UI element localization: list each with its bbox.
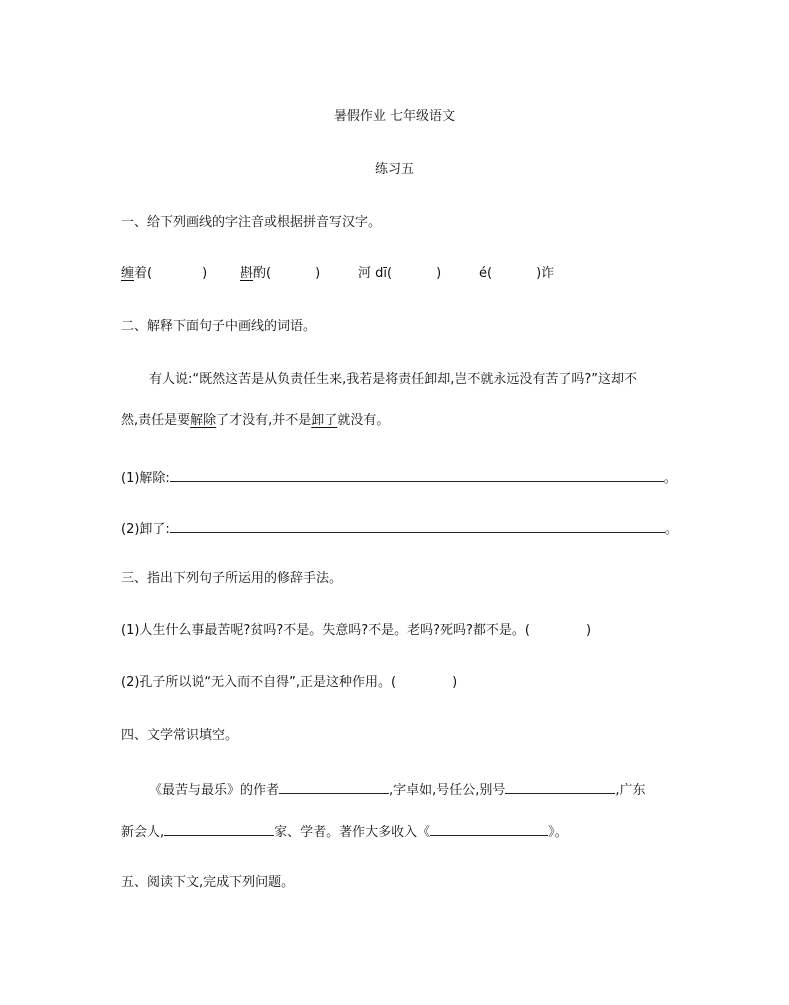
- question-2-2: (2)卸了: 。: [121, 518, 678, 539]
- answer-blank[interactable]: [430, 821, 548, 836]
- underlined-char: 斟: [240, 266, 254, 281]
- section-5-heading: 五、阅读下文,完成下列问题。: [121, 875, 295, 890]
- question-2-1: (1)解除: 。: [121, 467, 677, 488]
- section-3-heading: 三、指出下列句子所运用的修辞手法。: [121, 571, 343, 586]
- answer-blank[interactable]: [170, 518, 665, 533]
- underlined-char: 缠: [121, 266, 135, 281]
- underlined-word-jiechu: 解除: [190, 413, 217, 428]
- literature-line-1: 《最苦与最乐》的作者 ,字卓如,号任公,别号 ,广东: [149, 779, 646, 800]
- pinyin-item-4: é( )诈: [479, 266, 555, 281]
- section-1-heading: 一、给下列画线的字注音或根据拼音写汉字。: [121, 215, 382, 230]
- section-2-heading: 二、解释下面句子中画线的词语。: [121, 319, 317, 334]
- question-3-1: (1)人生什么事最苦呢?贫吗?不是。失意吗?不是。老吗?死吗?都不是。( ): [121, 623, 592, 638]
- section-4-heading: 四、文学常识填空。: [121, 728, 239, 743]
- pinyin-item-1: 缠着( ): [121, 266, 208, 281]
- literature-line-2: 新会人, 家、学者。著作大多收入《 》。: [121, 821, 568, 842]
- pinyin-item-2: 斟酌( ): [240, 266, 321, 281]
- exercise-title: 练习五: [374, 162, 414, 177]
- answer-blank[interactable]: [279, 779, 389, 794]
- answer-blank[interactable]: [505, 779, 615, 794]
- underlined-word-xiele: 卸了: [311, 413, 338, 428]
- pinyin-item-3: 河 dī( ): [358, 266, 442, 281]
- question-3-2: (2)孔子所以说“无入而不自得”,正是这种作用。( ): [121, 675, 458, 690]
- answer-blank[interactable]: [164, 821, 274, 836]
- passage-line-1: 有人说:“既然这苦是从负责任生来,我若是将责任卸却,岂不就永远没有苦了吗?”这却不: [149, 372, 638, 387]
- passage-line-2: 然,责任是要解除了才没有,并不是卸了就没有。: [121, 413, 390, 428]
- page-title: 暑假作业 七年级语文: [333, 109, 456, 124]
- answer-blank[interactable]: [170, 467, 664, 482]
